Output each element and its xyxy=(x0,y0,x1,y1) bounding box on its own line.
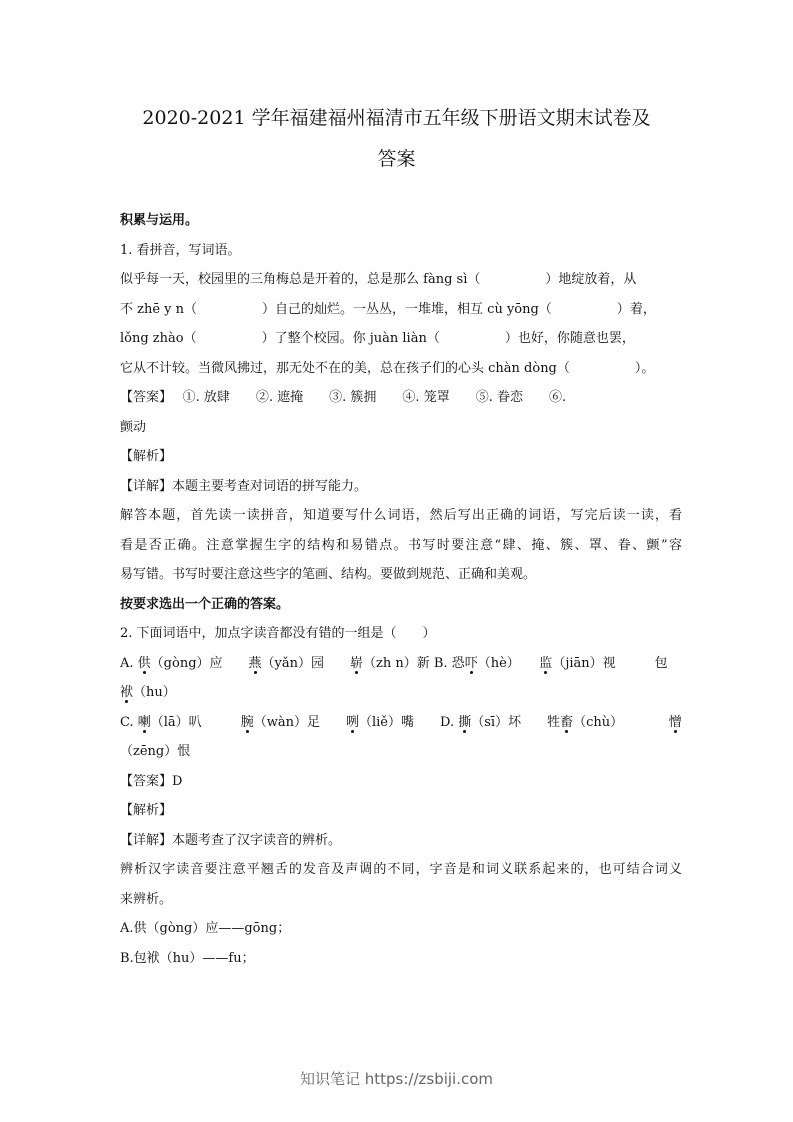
section-heading: 积累与运用。 xyxy=(120,213,199,228)
title-line-2: 答案 xyxy=(377,148,416,170)
answer-line: 【答案】 ①. 放肆 ②. 遮掩 ③. 簇拥 ④. 笼罩 ⑤. 眷恋 ⑥. xyxy=(120,390,567,405)
question-prompt: 2. 下面词语中，加点字读音都没有错的一组是（ ） xyxy=(120,626,436,641)
option-text: （liě）嘴 D. xyxy=(358,714,459,730)
analysis-label: 【解析】 xyxy=(120,803,173,818)
option-text: A. xyxy=(120,655,138,671)
detail-line: 【详解】本题主要考查对词语的拼写能力。 xyxy=(120,478,368,494)
option-text: （yǎn）园 xyxy=(261,655,350,671)
dotted-char: 喇 xyxy=(137,714,151,730)
dotted-char: 腕 xyxy=(240,714,254,730)
option-text: （hè） xyxy=(477,655,540,671)
dotted-char: 崭 xyxy=(350,655,364,671)
passage-line: 不 zhē y n（ ）自己的灿烂。一丛丛，一堆堆，相互 cù yōng（ ）着， xyxy=(120,301,656,317)
section-heading: 按要求选出一个正确的答案。 xyxy=(120,596,290,612)
option-text: （zh n）新 B. 恐 xyxy=(363,655,465,671)
analysis-label: 【解析】 xyxy=(120,449,173,464)
question-prompt: 1. 看拼音，写词语。 xyxy=(120,242,241,258)
option-text: （sī）坏 牲 xyxy=(471,714,561,730)
option-line-ab xyxy=(120,649,682,679)
dotted-char: 监 xyxy=(539,655,553,671)
option-text: （wàn）足 xyxy=(253,714,346,730)
document-body xyxy=(120,206,682,973)
dotted-char: 畜 xyxy=(560,714,574,730)
dotted-char: 憎 xyxy=(668,714,682,730)
explanation-line: 看是否正确。注意掌握生字的结构和易错点。书写时要注意“肆、掩、簇、罩、眷、颤”容 xyxy=(120,537,682,553)
dotted-char: 咧 xyxy=(345,714,359,730)
option-text: （gòng）应 xyxy=(150,655,249,671)
footer-watermark: 知识笔记 https://zsbiji.com xyxy=(299,1070,494,1088)
dotted-char: 吓 xyxy=(464,655,478,671)
option-text: （lā）叭 xyxy=(150,714,241,730)
option-text: （chù） xyxy=(573,714,669,730)
answer-line: 【答案】D xyxy=(120,773,183,789)
passage-line: 似乎每一天，校园里的三角梅总是开着的，总是那么 fàng sì（ ）地绽放着，从 xyxy=(120,272,637,287)
explanation-line: 辨析汉字读音要注意平翘舌的发音及声调的不同，字音是和词义联系起来的，也可结合词义 xyxy=(120,862,682,877)
explanation-line: 解答本题，首先读一读拼音，知道要写什么词语，然后写出正确的词语，写完后读一读，看 xyxy=(120,508,682,523)
passage-line: lǒng zhào（ ）了整个校园。你 juàn liàn（ ）也好，你随意也罢， xyxy=(120,331,635,346)
option-text: C. xyxy=(120,714,138,730)
explanation-line: 来辨析。 xyxy=(120,891,173,907)
explanation-line: B.包袱（hu）——fu； xyxy=(120,950,255,966)
passage-line: 它从不计较。当微风拂过，那无处不在的美，总在孩子们的心头 chàn dòng（ ）。 xyxy=(120,360,655,376)
option-text: （hu） xyxy=(133,685,176,700)
dotted-char: 供 xyxy=(137,655,151,671)
option-line-d-cont: （zēng）恨 xyxy=(120,744,191,759)
detail-line: 【详解】本题考查了汉字读音的辨析。 xyxy=(120,832,342,848)
option-text: （jiān）视 包 xyxy=(552,655,668,671)
answer-line: 颤动 xyxy=(120,419,147,435)
option-line-b-cont xyxy=(120,678,682,708)
dotted-char: 燕 xyxy=(248,655,262,671)
dotted-char: 袱 xyxy=(120,685,134,700)
explanation-line: A.供（gòng）应——gōng； xyxy=(120,921,291,936)
document-title xyxy=(95,98,698,180)
title-line-1: 2020-2021 学年福建福州福清市五年级下册语文期末试卷及 xyxy=(142,107,651,129)
option-line-cd xyxy=(120,708,682,738)
dotted-char: 撕 xyxy=(458,714,472,730)
explanation-line: 易写错。书写时要注意这些字的笔画、结构。要做到规范、正确和美观。 xyxy=(120,567,537,582)
